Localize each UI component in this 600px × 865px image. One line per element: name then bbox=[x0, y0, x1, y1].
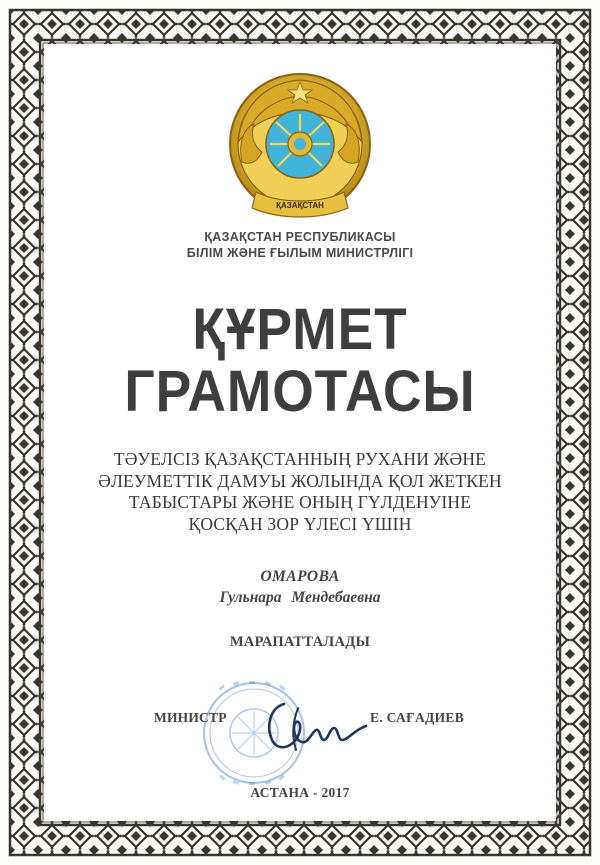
reason-line-2: ӘЛЕУМЕТТІК ДАМУЫ ЖОЛЫНДА ҚОЛ ЖЕТКЕН bbox=[98, 470, 502, 491]
handwritten-signature-icon bbox=[262, 696, 372, 756]
reason-line-1: ТӘУЕЛСІЗ ҚАЗАҚСТАННЫҢ РУХАНИ ЖӘНЕ bbox=[113, 449, 487, 469]
recipient-given-names: Гульнара Мендебаевна bbox=[219, 589, 381, 606]
title-line-1: ҚҰРМЕТ bbox=[192, 297, 408, 362]
award-reason bbox=[64, 449, 536, 535]
signatory-name: Е. САҒАДИЕВ bbox=[370, 710, 465, 725]
ministry-header bbox=[44, 229, 556, 261]
certificate-title bbox=[64, 299, 535, 423]
recipient bbox=[44, 566, 556, 608]
certificate-content bbox=[44, 44, 556, 821]
place-and-year: АСТАНА - 2017 bbox=[250, 785, 350, 800]
ministry-line-2: БІЛІМ ЖӘНЕ ҒЫЛЫМ МИНИСТРЛІГІ bbox=[186, 246, 414, 260]
reason-line-3: ТАБЫСТАРЫ ЖӘНЕ ОНЫҢ ГҮЛДЕНУІНЕ bbox=[128, 492, 472, 512]
signatory-title: МИНИСТР bbox=[154, 710, 227, 725]
reason-line-4: ҚОСҚАН ЗОР ҮЛЕСІ ҮШІН bbox=[188, 513, 412, 534]
signature-row bbox=[44, 664, 556, 764]
recipient-family-name: ОМАРОВА bbox=[260, 568, 340, 585]
emblem-ribbon-text: ҚАЗАҚСТАН bbox=[276, 201, 324, 210]
kazakhstan-emblem-icon bbox=[220, 62, 380, 232]
awarded-text: МАРАПАТТАЛАДЫ bbox=[229, 634, 371, 650]
ministry-line-1: ҚАЗАҚСТАН РЕСПУБЛИКАСЫ bbox=[204, 230, 396, 244]
emblem-container bbox=[44, 62, 556, 252]
title-line-2: ГРАМОТАСЫ bbox=[124, 359, 476, 424]
